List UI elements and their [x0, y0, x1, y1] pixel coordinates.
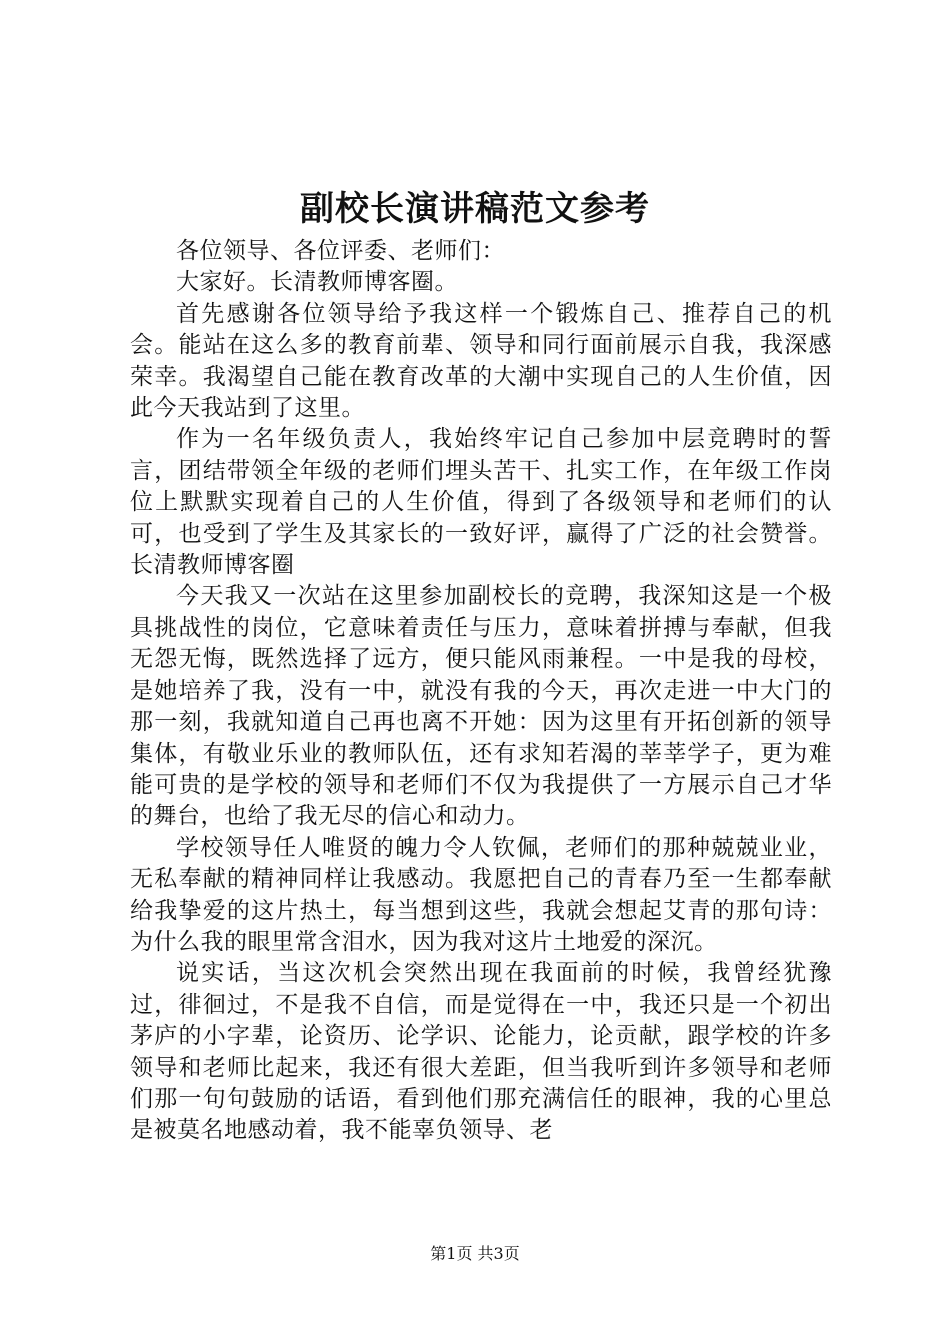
paragraph-competition: 今天我又一次站在这里参加副校长的竞聘，我深知这是一个极具挑战性的岗位，它意味着责任与压力，意味着拼搏与奉献，但我无怨无悔，既然选择了远方，便只能风雨兼程。一中是我的母校，是她培养了我，没有一中，就没有我的今天，再次走进一中大门的那一刻，我就知道自己再也离不开她：因为这里有开拓创新的领导集体，有敬业乐业的教师队伍，还有求知若渴的莘莘学子，更为难能可贵的是学校的领导和老师们不仅为我提供了一方展示自己才华的舞台，也给了我无尽的信心和动力。 [130, 583, 832, 830]
document-body [130, 236, 832, 1147]
paragraph-thanks: 首先感谢各位领导给予我这样一个锻炼自己、推荐自己的机会。能站在这么多的教育前辈、领导和同行面前展示自我，我深感荣幸。我渴望自己能在教育改革的大潮中实现自己的人生价值，因此今天我站到了这里。 [130, 300, 832, 422]
document-title: 副校长演讲稿范文参考 [300, 189, 650, 229]
paragraph-hesitation: 说实话，当这次机会突然出现在我面前的时候，我曾经犹豫过，徘徊过，不是我不自信，而是觉得在一中，我还只是一个初出茅庐的小字辈，论资历、论学识、论能力，论贡献，跟学校的许多领导和老师比起来，我还有很大差距，但当我听到许多领导和老师们那一句句鼓励的话语，看到他们那充满信任的眼神，我的心里总是被莫名地感动着，我不能辜负领导、老 [130, 960, 832, 1144]
paragraph-dedication: 学校领导任人唯贤的魄力令人钦佩，老师们的那种兢兢业业，无私奉献的精神同样让我感动。我愿把自己的青春乃至一生都奉献给我挚爱的这片热土，每当想到这些，我就会想起艾青的那句诗：为什么我的眼里常含泪水，因为我对这片土地爱的深沉。 [130, 834, 832, 955]
paragraph-greeting: 大家好。长清教师博客圈。 [176, 269, 458, 296]
page-number-footer: 第1页 共3页 [430, 1244, 520, 1263]
paragraph-salutation: 各位领导、各位评委、老师们： [176, 238, 505, 264]
paragraph-grade-leader: 作为一名年级负责人，我始终牢记自己参加中层竞聘时的誓言，团结带领全年级的老师们埋头苦干、扎实工作，在年级工作岗位上默默实现着自己的人生价值，得到了各级领导和老师们的认可，也受到了学生及其家长的一致好评，赢得了广泛的社会赞誉。长清教师博客圈 [130, 426, 832, 579]
